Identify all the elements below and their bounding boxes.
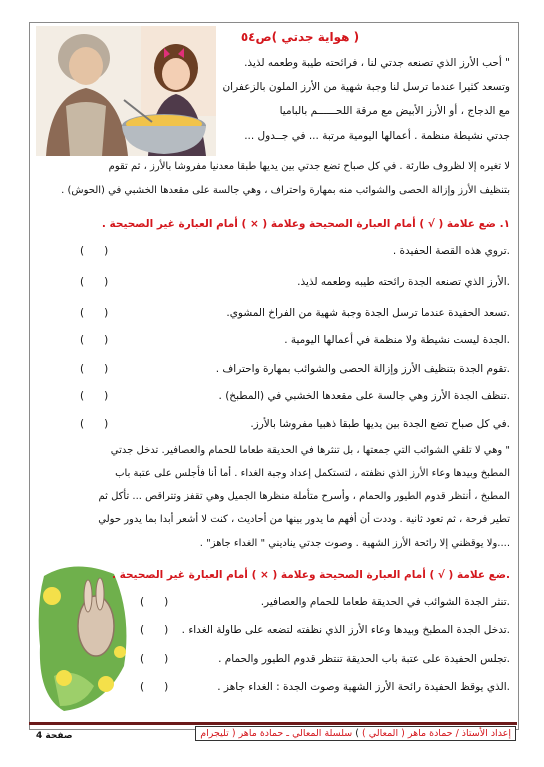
s1-question-row [80,276,510,292]
answer-box[interactable]: ( ) [80,245,109,257]
answer-box[interactable]: ( ) [140,681,169,693]
answer-box[interactable]: ( ) [80,307,109,319]
grandmother-girl-illustration [36,26,216,156]
intro-line-1: " أحب الأرز الذي تصنعه جدتي لنا ، فرائحته طيبة وطعمه لذيذ. [244,57,510,69]
answer-box[interactable]: ( ) [140,596,169,608]
section1-heading: ١. ضع علامة ( √ ) أمام العبارة الصحيحة وعلامة ( × ) أمام العبارة غير الصحيحة . [101,218,510,230]
s2-question-row [140,653,510,669]
answer-box[interactable]: ( ) [80,418,109,430]
s1-question-text: .الجدة ليست نشيطة ولا منظمة في أعمالها اليومية . [284,334,510,346]
s1-question-text: .تنظف الجدة الأرز وهي جالسة على مقعدها الخشبي في (المطبخ) . [218,390,510,402]
answer-box[interactable]: ( ) [80,390,109,402]
answer-box[interactable]: ( ) [140,624,169,636]
s2-question-row [140,681,510,697]
s1-question-row [80,418,510,434]
middle-line-1: " وهي لا تلقي الشوائب التي جمعتها ، بل تنثرها في الحديقة طعاما للحمام والعصافير. تدخل جدتي [110,445,510,456]
intro-line-3: مع الدجاج ، أو الأرز الأبيض مع مرقة اللحــــــم بالباميا [279,105,510,117]
s2-question-text: .تجلس الحفيدة على عتبة باب الحديقة تنتظر قدوم الطيور والحمام . [218,653,510,665]
credit-series: سلسلة المعالي ـ حمادة ماهر ( تليجرام [200,728,353,739]
intro-line-4: جدتي نشيطة منظمة . أعمالها اليومية مرتبة ... في جــدول ... [244,130,510,142]
middle-line-4: تطير فرحة ، ثم تعود ثانية . وددت أن أفهم ما يدور بينها من أحاديث ، كنت لا أشعر أبدا بما يدور حولي [98,514,510,525]
s1-question-text: .تقوم الجدة بتنظيف الأرز وإزالة الحصى والشوائب بمهارة واحتراف . [215,363,510,375]
s1-question-text: .تروي هذه القصة الحفيدة . [392,245,510,257]
answer-box[interactable]: ( ) [80,334,109,346]
answer-box[interactable]: ( ) [80,363,109,375]
section2-heading: .ضع علامة ( √ ) أمام العبارة الصحيحة وعلامة ( × ) أمام العبارة غير الصحيحة . [111,569,510,581]
s1-question-row [80,245,510,261]
s2-question-row [140,624,510,640]
page-title: ( هواية جدتي )ص٥٤ [240,30,360,44]
s2-question-text: .تدخل الجدة المطبخ وبيدها وعاء الأرز الذي نظفته لتضعه على طاولة الغداء . [181,624,510,636]
s2-question-row [140,596,510,612]
s1-question-text: .تسعد الحفيدة عندما ترسل الجدة وجبة شهية من الفراخ المشوي. [226,307,510,319]
intro-line-6: بتنظيف الأرز وإزالة الحصى والشوائب منه بمهارة واحتراف ، وهي جالسة على مقعدها الخشبي في (الحوش) . [61,185,510,196]
credit-name: إعداد الأستاذ / حمادة ماهر ( المعالي ) [362,728,511,739]
answer-box[interactable]: ( ) [80,276,109,288]
s1-question-row [80,390,510,406]
middle-line-3: المطبخ ، أنتظر قدوم الطيور والحمام ، وأسرح متأملة منظرها الجميل وهي تقفز وتتراقص ... تأكل ثم [98,491,510,502]
s1-question-row [80,307,510,323]
s1-question-text: .الأرز الذي تصنعه الجدة رائحته طيبه وطعمه لذيذ. [297,276,510,288]
middle-line-2: المطبخ وبيدها وعاء الأرز الذي نظفته ، لتستكمل إعداد وجبة الغداء . أما أنا فأجلس على عتبة باب [115,468,510,479]
s2-question-text: .تنثر الجدة الشوائب في الحديقة طعاما للحمام والعصافير. [260,596,510,608]
s1-question-row [80,363,510,379]
s2-question-text: .الذي يوقظ الحفيدة رائحة الأرز الشهية وصوت الجدة : الغداء جاهز . [217,681,510,693]
page-number: صفحة 4 [36,731,73,741]
intro-line-5: لا تغيره إلا لظروف طارئة . في كل صباح تضع جدتي بين يديها طبقا معدنيا مفروشا بالأرز ، ثم تقوم [108,161,510,172]
footer-bar [29,722,517,725]
answer-box[interactable]: ( ) [140,653,169,665]
footer-credit: إعداد الأستاذ / حمادة ماهر ( المعالي ) ) سلسلة المعالي ـ حمادة ماهر ( تليجرام [195,726,516,741]
intro-line-2: وتسعد كثيرا عندما ترسل لنا وجبة شهية من الأرز الملون بالزعفران [222,81,510,93]
s1-question-row [80,334,510,350]
s1-question-text: .في كل صباح تضع الجدة بين يديها طبقا ذهبيا مفروشا بالأرز. [250,418,510,430]
middle-line-5: ....ولا يوقظني إلا رائحة الأرز الشهية . وصوت جدتي يناديني " الغداء جاهز" . [199,538,510,549]
